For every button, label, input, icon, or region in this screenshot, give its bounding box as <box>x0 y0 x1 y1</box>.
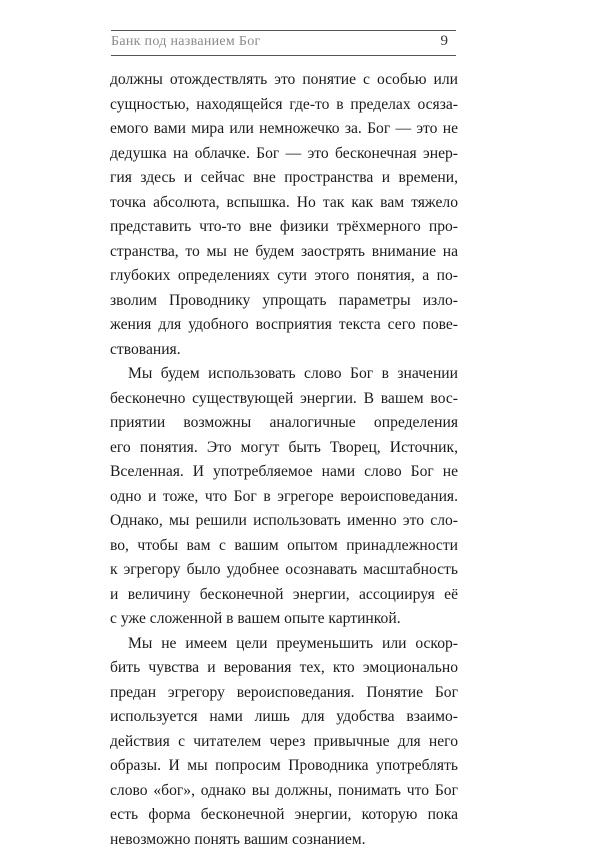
text-line: используется нами лишь для удобства взаимо- <box>110 705 458 730</box>
text-line: Однако, мы решили использовать именно это сло- <box>110 509 458 534</box>
text-line: глубоких определениях сути этого понятия, а по- <box>110 264 458 289</box>
text-line: Вселенная. И употребляемое нами слово Бог не <box>110 460 458 485</box>
text-line: странства, то мы не будем заострять внимание на <box>110 240 458 265</box>
text-line: зволим Проводнику упрощать параметры изло- <box>110 289 458 314</box>
text-line: образы. И мы попросим Проводника употреблять <box>110 754 458 779</box>
text-line: сущностью, находящейся где-то в пределах осяза- <box>110 93 458 118</box>
text-line: дедушка на облачке. Бог — это бесконечная энер- <box>110 142 458 167</box>
text-line: гия здесь и сейчас вне пространства и времени, <box>110 166 458 191</box>
text-line: жения для удобного восприятия текста сего пове- <box>110 313 458 338</box>
text-line: предан эгрегору вероисповедания. Понятие Бог <box>110 681 458 706</box>
running-title: Банк под названием Бог <box>111 34 261 50</box>
text-line: его понятия. Это могут быть Творец, Источник, <box>110 436 458 461</box>
text-line: невозможно понять вашим сознанием. <box>110 828 458 852</box>
text-line: и величину бесконечной энергии, ассоциируя её <box>110 583 458 608</box>
text-line: должны отождествлять это понятие с особью или <box>110 68 458 93</box>
body-text <box>110 68 458 852</box>
paragraph-3 <box>110 632 458 852</box>
text-line: ствования. <box>110 338 458 363</box>
page-number: 9 <box>441 33 449 50</box>
running-header <box>111 30 456 56</box>
text-line: точка абсолюта, вспышка. Но так как вам тяжело <box>110 191 458 216</box>
text-line: с уже сложенной в вашем опыте картинкой. <box>110 607 458 632</box>
text-line: к эгрегору было удобнее осознавать масштабность <box>110 558 458 583</box>
text-line: Мы будем использовать слово Бог в значении <box>110 362 458 387</box>
text-line: во, чтобы вам с вашим опытом принадлежности <box>110 534 458 559</box>
text-line: слово «бог», однако вы должны, понимать что Бог <box>110 779 458 804</box>
text-line: приятии возможны аналогичные определения <box>110 411 458 436</box>
text-line: одно и тоже, что Бог в эгрегоре вероисповедания. <box>110 485 458 510</box>
text-line: бить чувства и верования тех, кто эмоционально <box>110 656 458 681</box>
paragraph-2 <box>110 362 458 632</box>
text-line: представить что-то вне физики трёхмерного про- <box>110 215 458 240</box>
text-line: действия с читателем через привычные для него <box>110 730 458 755</box>
text-line: есть форма бесконечной энергии, которую пока <box>110 803 458 828</box>
paragraph-1 <box>110 68 458 362</box>
text-line: емого вами мира или немножечко за. Бог — это не <box>110 117 458 142</box>
text-line: бесконечно существующей энергии. В вашем вос- <box>110 387 458 412</box>
text-line: Мы не имеем цели преуменьшить или оскор- <box>110 632 458 657</box>
